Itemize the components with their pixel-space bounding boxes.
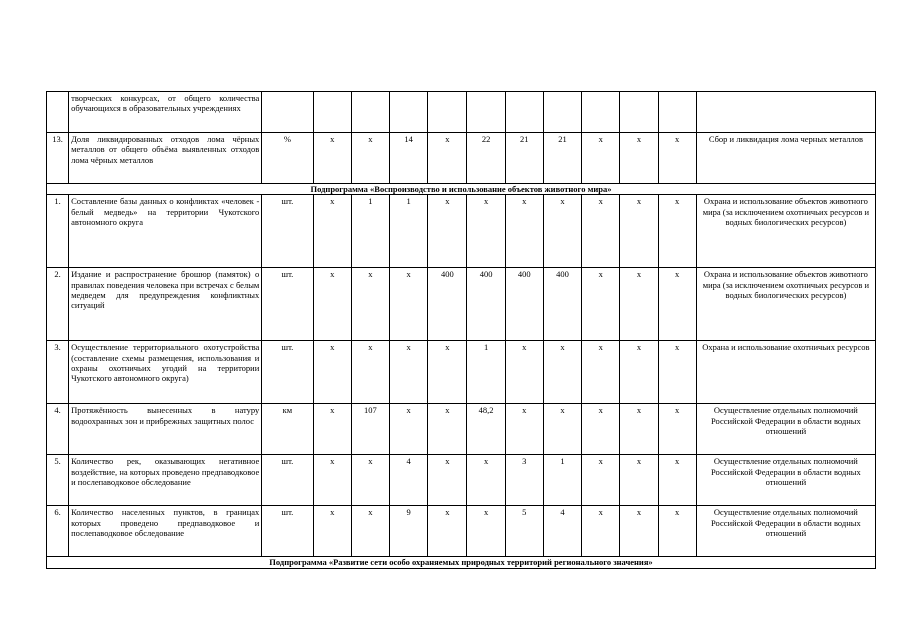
table-row	[47, 92, 876, 133]
value-cell: х	[620, 404, 658, 455]
value-cell: х	[658, 404, 696, 455]
indicator-name: Количество рек, оказывающих негативное воздействие, на которых проведено предпаводковое и послепаводковое обследование	[69, 455, 262, 506]
value-cell: х	[620, 133, 658, 184]
row-number: 1.	[47, 195, 69, 268]
value-cell	[428, 92, 467, 133]
value-cell: 14	[390, 133, 428, 184]
value-cell	[658, 92, 696, 133]
unit-cell: шт.	[262, 341, 313, 404]
value-cell: х	[658, 341, 696, 404]
note-cell: Осуществление отдельных полномочий Российской Федерации в области водных отношений	[696, 455, 875, 506]
table-row	[47, 455, 876, 506]
note-cell: Сбор и ликвидация лома черных металлов	[696, 133, 875, 184]
indicator-name: Количество населенных пунктов, в границах которых проведено предпаводковое и послепаводковое обследование	[69, 506, 262, 557]
value-cell: х	[351, 133, 389, 184]
value-cell: 22	[467, 133, 505, 184]
unit-cell: шт.	[262, 455, 313, 506]
value-cell: х	[620, 341, 658, 404]
value-cell: х	[313, 506, 351, 557]
row-number: 4.	[47, 404, 69, 455]
value-cell: 400	[505, 268, 543, 341]
value-cell: х	[313, 195, 351, 268]
value-cell: х	[351, 268, 389, 341]
row-number: 13.	[47, 133, 69, 184]
value-cell: 1	[543, 455, 581, 506]
value-cell: х	[428, 195, 467, 268]
value-cell: х	[467, 195, 505, 268]
value-cell: х	[620, 455, 658, 506]
indicator-name: Доля ликвидированных отходов лома чёрных металлов от общего объёма выявленных отходов лома чёрных металлов	[69, 133, 262, 184]
table-row	[47, 195, 876, 268]
unit-cell: шт.	[262, 268, 313, 341]
value-cell: х	[313, 133, 351, 184]
value-cell	[467, 92, 505, 133]
value-cell: 48,2	[467, 404, 505, 455]
value-cell: х	[505, 195, 543, 268]
table-row	[47, 341, 876, 404]
subprogram-header	[47, 184, 876, 195]
value-cell: 4	[543, 506, 581, 557]
indicator-name: Протяжённость вынесенных в натуру водоохранных зон и прибрежных защитных полос	[69, 404, 262, 455]
value-cell: х	[543, 195, 581, 268]
value-cell: х	[582, 133, 620, 184]
value-cell: х	[582, 268, 620, 341]
table-row	[47, 133, 876, 184]
value-cell: х	[428, 341, 467, 404]
value-cell: х	[620, 506, 658, 557]
indicator-name: Осуществление территориального охотустройства (составление схемы размещения, использования и охраны охотничьих угодий на территории Чукотского автономного округа)	[69, 341, 262, 404]
value-cell	[390, 92, 428, 133]
table-row	[47, 404, 876, 455]
value-cell: х	[658, 133, 696, 184]
value-cell: х	[390, 268, 428, 341]
value-cell	[543, 92, 581, 133]
value-cell: х	[658, 195, 696, 268]
value-cell: 400	[543, 268, 581, 341]
value-cell: х	[505, 341, 543, 404]
value-cell: х	[351, 455, 389, 506]
value-cell	[582, 92, 620, 133]
row-number: 5.	[47, 455, 69, 506]
value-cell: х	[582, 341, 620, 404]
value-cell: 1	[467, 341, 505, 404]
value-cell: х	[390, 404, 428, 455]
unit-cell: шт.	[262, 195, 313, 268]
value-cell: х	[313, 268, 351, 341]
value-cell: х	[428, 404, 467, 455]
value-cell: х	[313, 404, 351, 455]
value-cell: х	[582, 455, 620, 506]
value-cell: 1	[390, 195, 428, 268]
indicators-table	[46, 91, 876, 569]
value-cell: 4	[390, 455, 428, 506]
note-cell: Осуществление отдельных полномочий Российской Федерации в области водных отношений	[696, 506, 875, 557]
value-cell	[620, 92, 658, 133]
value-cell: 9	[390, 506, 428, 557]
indicator-name: творческих конкурсах, от общего количества обучающихся в образовательных учреждениях	[69, 92, 262, 133]
value-cell: х	[582, 404, 620, 455]
value-cell: х	[582, 506, 620, 557]
value-cell: 5	[505, 506, 543, 557]
indicator-name: Составление базы данных о конфликтах «человек - белый медведь» на территории Чукотского автономного округа	[69, 195, 262, 268]
value-cell: 400	[428, 268, 467, 341]
value-cell: х	[351, 341, 389, 404]
unit-cell: %	[262, 133, 313, 184]
value-cell	[505, 92, 543, 133]
indicator-name: Издание и распространение брошюр (памяток) о правилах поведения человека при встречах с белым медведем для предупреждения конфликтных ситуаций	[69, 268, 262, 341]
unit-cell: км	[262, 404, 313, 455]
value-cell: х	[620, 268, 658, 341]
value-cell: х	[428, 133, 467, 184]
value-cell	[313, 92, 351, 133]
note-cell: Охрана и использование охотничьих ресурсов	[696, 341, 875, 404]
value-cell: х	[620, 195, 658, 268]
row-number: 3.	[47, 341, 69, 404]
value-cell: х	[658, 455, 696, 506]
value-cell: х	[467, 506, 505, 557]
value-cell: х	[467, 455, 505, 506]
value-cell: х	[390, 341, 428, 404]
value-cell: 107	[351, 404, 389, 455]
unit-cell: шт.	[262, 506, 313, 557]
value-cell: х	[428, 506, 467, 557]
row-number	[47, 92, 69, 133]
subprogram-header	[47, 557, 876, 568]
value-cell: х	[428, 455, 467, 506]
value-cell: х	[543, 404, 581, 455]
value-cell: х	[543, 341, 581, 404]
table-row	[47, 506, 876, 557]
value-cell: х	[658, 506, 696, 557]
row-number: 2.	[47, 268, 69, 341]
table-row	[47, 268, 876, 341]
value-cell: 400	[467, 268, 505, 341]
note-cell: Охрана и использование объектов животного мира (за исключением охотничьих ресурсов и водных биологических ресурсов)	[696, 195, 875, 268]
value-cell	[351, 92, 389, 133]
value-cell: 21	[543, 133, 581, 184]
note-cell: Осуществление отдельных полномочий Российской Федерации в области водных отношений	[696, 404, 875, 455]
value-cell: х	[505, 404, 543, 455]
value-cell: 21	[505, 133, 543, 184]
row-number: 6.	[47, 506, 69, 557]
value-cell: х	[658, 268, 696, 341]
subprogram-title: Подпрограмма «Воспроизводство и использование объектов животного мира»	[47, 184, 876, 195]
value-cell: х	[351, 506, 389, 557]
subprogram-title: Подпрограмма «Развитие сети особо охраняемых природных территорий регионального значения»	[47, 557, 876, 568]
value-cell: х	[313, 341, 351, 404]
value-cell: 3	[505, 455, 543, 506]
note-cell	[696, 92, 875, 133]
unit-cell	[262, 92, 313, 133]
note-cell: Охрана и использование объектов животного мира (за исключением охотничьих ресурсов и водных биологических ресурсов)	[696, 268, 875, 341]
value-cell: х	[582, 195, 620, 268]
value-cell: 1	[351, 195, 389, 268]
value-cell: х	[313, 455, 351, 506]
